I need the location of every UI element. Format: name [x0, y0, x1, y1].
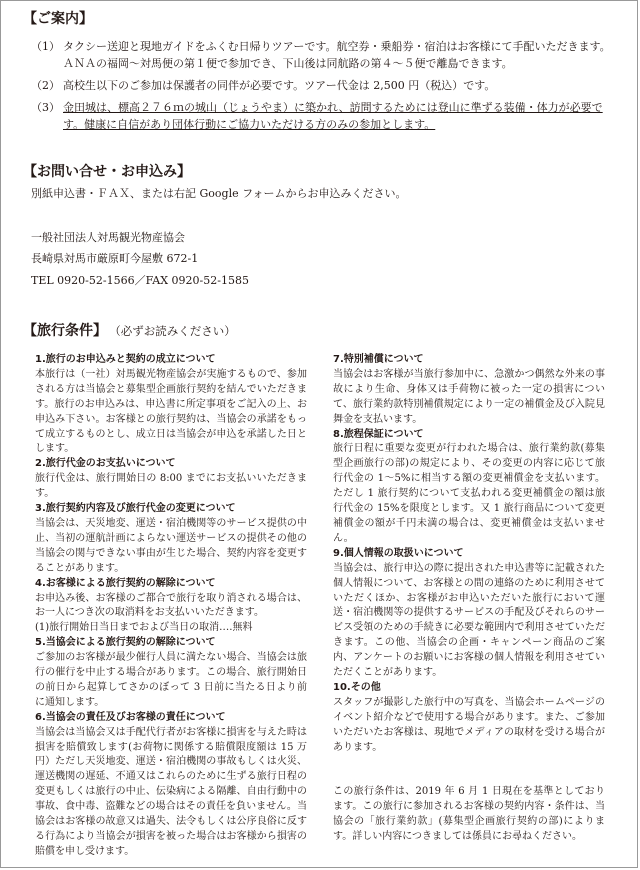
guide-item-number: （1）	[31, 40, 60, 53]
clause-extra: (1)旅行開始日当日までおよび当日の取消‥‥無料	[35, 622, 253, 634]
clause-heading: 8.旅程保証について	[333, 428, 424, 440]
conditions-left-column	[35, 353, 307, 860]
clause-heading: 1.旅行のお申込みと契約の成立について	[35, 354, 216, 365]
clause-heading: 10.その他	[333, 681, 381, 693]
inquiry-title: 【お問い合せ・お申込み】	[23, 164, 191, 180]
clause-body: ご参加のお客様が最少催行人員に満たない場合、当協会は旅行の催行を中止する場合があります。この場合、旅行開始日の前日から起算してさかのぼって 3 日前に当たる日より前に通知します。	[35, 652, 307, 708]
clause-body: 本旅行は（一社）対馬観光物産協会が実施するもので、参加される方は当協会と募集型企画旅行契約を結んでいただきます。旅行のお申込みは、申込書に所定事項をご記入の上、お申込み下さい。お客様との旅行契約は、当協会の承諾をもって成立するものとし、成立日は当協会が申込を承諾した日とします。	[35, 368, 307, 455]
organization-phone-fax: TEL 0920-52-1566／FAX 0920-52-1585	[31, 274, 249, 287]
clause-body: 当協会は当協会又は手配代行者がお客様に損害を与えた時は損害を賠償致します(お荷物に関係する賠償限度額は 15 万円）ただし天災地変、運送・宿泊機関の事故もしくは火災、運送機関の遅延、不通又はこれらのために生ずる旅行日程の変更もしくは旅行の中止、伝染病による隔離、自由行動中の事故、食中毒、盗難などの場合はその責任を負いません。当協会はお客様の故意又は過失、法令もしくは公序良俗に反する行為により当協会が損害を被った場合はお客様から損害の賠償を申し受けます。	[35, 726, 307, 857]
clause-body: 旅行日程に重要な変更が行われた場合は、旅行業約款(募集型企画旅行の部)の規定により、その変更の内容に応じて旅行代金の 1〜5%に相当する額の変更補償金を支払います。ただし 1 旅行契約について支払われる変更補償金の額は旅行代金の 15%を限度とします。又 1 旅行商品について変更補償金の額が千円未満の場合は、変更補償金は支払いません。	[333, 443, 605, 544]
guide-item-text: 高校生以下のご参加は保護者の同伴が必要です。ツアー代金は 2,500 円（税込）です。	[63, 79, 496, 92]
clause-heading: 3.旅行契約内容及び旅行代金の変更について	[35, 503, 236, 515]
inquiry-text: 別紙申込書・ＦＡＸ、または右記 Google フォームからお申込みください。	[31, 187, 407, 200]
conditions-title-text: 【旅行条件】	[23, 323, 107, 339]
guide-item-2	[31, 77, 617, 94]
clause-body: 当協会は、天災地変、運送・宿泊機関等のサービス提供の中止、当初の運航計画によらない運送サービスの提供その他の当協会の関与できない事由が生じた場合、契約内容を変更することがあります。	[35, 517, 307, 574]
clause-heading: 4.お客様による旅行契約の解除について	[35, 577, 216, 589]
guide-item-text-underlined: 金田城は、標高２７６ｍの城山（じょうやま）に築かれ、訪問するためには登山に準ずる装備・体力が必要です。健康に自信があり団体行動にご協力いただける方のみの参加とします。	[63, 101, 603, 131]
guide-title: 【ご案内】	[23, 11, 93, 27]
guide-item-text: タクシー送迎と現地ガイドをふくむ日帰りツアーです。航空券・乗船券・宿泊はお客様にて手配いただきます。ＡＮＡの福岡〜対馬便の第１便で参加でき、下山後は同航路の第４〜５便で離島できます。	[63, 40, 611, 70]
column-spacer	[333, 755, 605, 785]
conditions-footer: この旅行条件は、2019 年 6 月 1 日現在を基準としております。この旅行に参加されるお客様の契約内容・条件は、当協会の「旅行業約款」(募集型企画旅行契約の部)によります。詳しい内容につきましては係員にお尋ねください。	[333, 786, 605, 843]
organization-address: 長崎県対馬市厳原町今屋敷 672-1	[31, 252, 199, 265]
clause-heading: 9.個人情報の取扱いについて	[333, 547, 464, 559]
conditions-title	[23, 323, 236, 339]
clause-heading: 2.旅行代金のお支払いについて	[35, 458, 176, 470]
clause-body: スタッフが撮影した旅行中の写真を、当協会ホームページのイベント紹介などで使用する場合があります。また、ご参加いただいたお客様は、現地でメディアの取材を受ける場合があります。	[333, 696, 605, 753]
guide-item-1	[31, 38, 617, 72]
clause-body: 当協会は、旅行申込の際に提出された申込書等に記載された個人情報について、お客様との間の連絡のために利用させていただくほか、お客様がお申込いただいた旅行において運送・宿泊機関等の提供するサービスの手配及びそれらのサービス受領のための手続きに必要な範囲内で利用させていただきます。この他、当協会の企画・キャンペーン商品のご案内、アンケートのお願いにお客様の個人情報を利用させていただくことがあります。	[333, 562, 605, 679]
guide-item-number: （2）	[31, 79, 60, 92]
clause-heading: 5.当協会による旅行契約の解除について	[35, 637, 216, 649]
clause-heading: 7.特別補償について	[333, 354, 424, 365]
clause-heading: 6.当協会の責任及びお客様の責任について	[35, 711, 226, 723]
organization-name: 一般社団法人対馬観光物産協会	[31, 231, 185, 244]
clause-body: 当協会はお客様が当旅行参加中に、急激かつ偶然な外来の事故により生命、身体又は手荷物に被った一定の損害について、旅行業約款特別補償規定により一定の補償金及び入院見舞金を支払います。	[333, 368, 605, 425]
guide-item-number: （3）	[31, 101, 60, 114]
guide-item-3	[31, 99, 617, 133]
conditions-note: （必ずお読みください）	[115, 324, 236, 338]
clause-body: お申込み後、お客様のご都合で旅行を取り消される場合は、お一人につき次の取消料をお支払いいただきます。	[35, 592, 307, 619]
conditions-right-column	[333, 353, 605, 845]
clause-body: 旅行代金は、旅行開始日の 8:00 までにお支払いいただきます。	[35, 473, 307, 500]
